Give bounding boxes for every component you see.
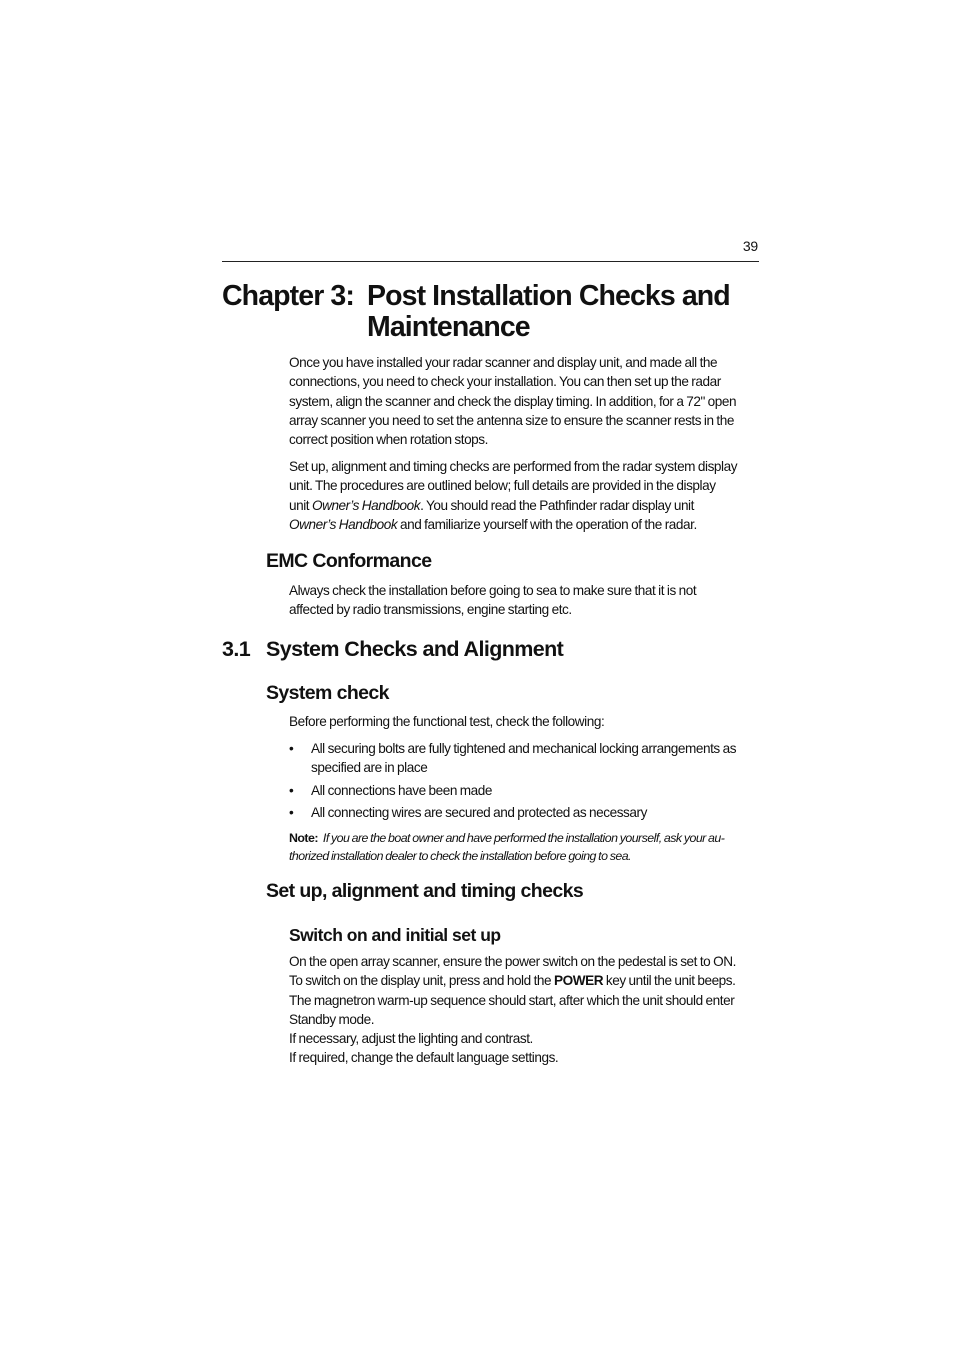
text-line: [289, 515, 759, 534]
text-line: Standby mode.: [289, 1011, 375, 1027]
note-text: If you are the boat owner and have performed the installation yourself, ask your au-: [322, 831, 725, 845]
text-line: unit. The procedures are outlined below; full details are provided in the display: [289, 478, 716, 494]
text-line: Set up, alignment and timing checks are performed from the radar system display: [289, 459, 738, 474]
bullet: •: [289, 804, 294, 820]
note-label: Note:: [289, 831, 318, 845]
text-line: Once you have installed your radar scanner and display unit, and made all the: [289, 355, 718, 370]
text-line: All connections have been made: [311, 782, 492, 798]
text-line: All connecting wires are secured and protected as necessary: [311, 804, 647, 820]
list-item: [289, 739, 769, 778]
switch-on-heading: Switch on and initial set up: [289, 925, 501, 945]
list-item: [289, 781, 769, 800]
section-number: 3.1: [222, 637, 251, 661]
text-segment: key until the unit beeps.: [603, 973, 736, 989]
chapter-number: Chapter 3:: [222, 280, 354, 312]
text-line: [289, 496, 759, 515]
text-line: specified are in place: [311, 760, 428, 776]
text-line: correct position when rotation stops.: [289, 432, 488, 448]
text-segment: To switch on the display unit, press and hold the: [289, 973, 554, 989]
text-line: array scanner you need to set the antenna size to ensure the scanner rests in the: [289, 412, 734, 428]
page-number: 39: [742, 238, 758, 254]
note-text: thorized installation dealer to check the installation before going to sea.: [289, 848, 631, 863]
switch-on-paragraph: [289, 952, 759, 1068]
intro-paragraph-1: [289, 353, 759, 449]
text-line: system, align the scanner and check the display timing. In addition, for a 72" open: [289, 393, 737, 409]
emc-heading: EMC Conformance: [266, 550, 432, 572]
system-check-heading: System check: [266, 682, 389, 704]
text-line: On the open array scanner, ensure the power switch on the pedestal is set to ON.: [289, 954, 736, 969]
book-title: Owner’s Handbook: [311, 497, 421, 513]
text-line: Always check the installation before going to sea to make sure that it is not: [289, 583, 697, 598]
text-segment: unit: [289, 497, 312, 513]
emc-paragraph: [289, 581, 759, 620]
bullet: •: [289, 782, 294, 798]
system-check-intro: [289, 712, 759, 731]
checklist: [289, 739, 769, 822]
text-line: Before performing the functional test, check the following:: [289, 714, 605, 729]
power-key-label: POWER: [553, 973, 604, 989]
header-rule: [222, 261, 759, 262]
text-line: All securing bolts are fully tightened and mechanical locking arrangements as: [311, 741, 737, 756]
list-item: [289, 803, 769, 822]
book-title: Owner’s Handbook: [289, 516, 398, 532]
bullet: •: [289, 741, 294, 756]
text-line: If required, change the default language settings.: [289, 1050, 559, 1066]
text-line: If necessary, adjust the lighting and contrast.: [289, 1031, 533, 1047]
section-title: System Checks and Alignment: [266, 637, 564, 661]
section-heading: [222, 637, 563, 662]
text-segment: and familiarize yourself with the operation of the radar.: [397, 516, 697, 532]
note-line: [289, 830, 769, 848]
note-line: [289, 848, 769, 866]
text-segment: . You should read the Pathfinder radar display unit: [420, 497, 694, 513]
text-line: connections, you need to check your installation. You can then set up the radar: [289, 374, 721, 390]
text-line: The magnetron warm-up sequence should start, after which the unit should enter: [289, 992, 735, 1008]
note: [289, 830, 769, 865]
text-line: [289, 971, 759, 990]
chapter-title-line2: Maintenance: [367, 311, 530, 343]
text-line: affected by radio transmissions, engine starting etc.: [289, 602, 572, 618]
chapter-title: [222, 281, 782, 343]
setup-heading: Set up, alignment and timing checks: [266, 880, 584, 902]
chapter-title-line1: Post Installation Checks and: [367, 280, 730, 312]
intro-paragraph-2: [289, 457, 759, 534]
